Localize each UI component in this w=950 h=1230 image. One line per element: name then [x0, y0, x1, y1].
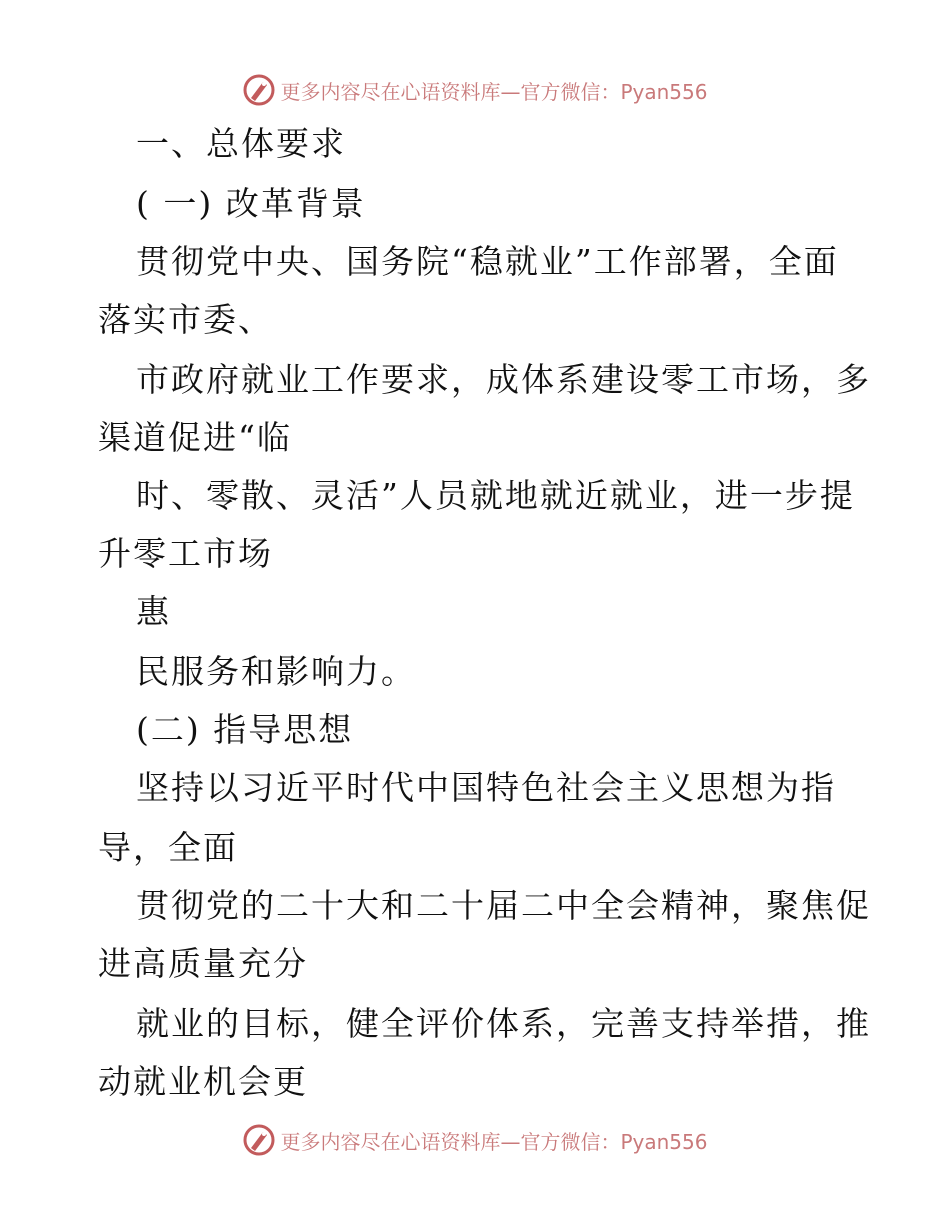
paragraph-line: 就业的目标，健全评价体系，完善支持举措，推: [136, 1004, 871, 1043]
paragraph-line: 惠: [136, 592, 171, 631]
paragraph-line: 时、零散、灵活”人员就地就近就业，进一步提: [136, 476, 855, 515]
paragraph-line: 渠道促进“临: [98, 418, 292, 457]
paragraph-line: 动就业机会更: [98, 1062, 308, 1101]
header-watermark: [0, 70, 950, 110]
paragraph-line: 民服务和影响力。: [136, 652, 416, 691]
paragraph-line: 贯彻党的二十大和二十届二中全会精神，聚焦促: [136, 886, 871, 925]
paragraph-line: 坚持以习近平时代中国特色社会主义思想为指: [136, 768, 836, 807]
pen-logo-icon: [242, 1123, 276, 1157]
watermark-text: 更多内容尽在心语资料库—官方微信：Pyan556: [280, 79, 708, 104]
paragraph-line: 进高质量充分: [98, 944, 308, 983]
paragraph-line: 市政府就业工作要求，成体系建设零工市场，多: [136, 360, 871, 399]
section-heading: 一、总体要求: [136, 124, 346, 163]
pen-logo-icon: [242, 73, 276, 107]
subsection-heading: (二) 指导思想: [136, 710, 354, 749]
paragraph-line: 落实市委、: [98, 300, 273, 339]
subsection-heading: ( 一) 改革背景: [136, 184, 366, 223]
paragraph-line: 导，全面: [98, 828, 238, 867]
paragraph-line: 升零工市场: [98, 534, 273, 573]
footer-watermark: [0, 1120, 950, 1160]
paragraph-line: 贯彻党中央、国务院“稳就业”工作部署，全面: [136, 242, 839, 281]
watermark-text: 更多内容尽在心语资料库—官方微信：Pyan556: [280, 1129, 708, 1154]
